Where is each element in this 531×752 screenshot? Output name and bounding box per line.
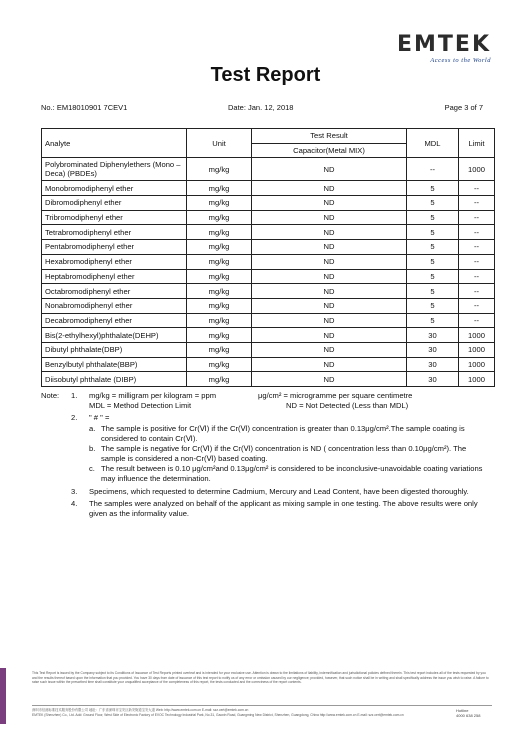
table-row bbox=[42, 284, 495, 299]
note-text: The result between is 0.10 μg/cm²and 0.13μg/cm² is considered to be inconclusive-unavoidable coating variations may influence the determination. bbox=[101, 464, 483, 483]
table-row bbox=[42, 196, 495, 211]
note-text: The sample is positive for Cr(Ⅵ) if the Cr(Ⅵ) concentration is greater than 0.13μg/cm².The sample coating is considered to contain Cr(Ⅵ). bbox=[101, 424, 465, 443]
cell-mdl: 5 bbox=[407, 313, 459, 328]
cell-unit: mg/kg bbox=[187, 342, 252, 357]
cell-analyte: Polybrominated Diphenylethers (Mono – Deca) (PBDEs) bbox=[42, 158, 187, 181]
note-sub-label: c. bbox=[89, 464, 95, 474]
note-text: mg/kg = milligram per kilogram = ppm bbox=[89, 391, 217, 400]
note-text: ND = Not Detected (Less than MDL) bbox=[286, 401, 409, 410]
cell-unit: mg/kg bbox=[187, 254, 252, 269]
cell-limit: 1000 bbox=[459, 158, 495, 181]
note-text: Specimens, which requested to determine Cadmium, Mercury and Lead Content, have been digested thoroughly. bbox=[89, 486, 469, 496]
cell-unit: mg/kg bbox=[187, 181, 252, 196]
cell-mdl: 5 bbox=[407, 225, 459, 240]
cell-result: ND bbox=[252, 254, 407, 269]
logo-wordmark: EMTEK bbox=[396, 32, 491, 57]
cell-limit: 1000 bbox=[459, 357, 495, 372]
cell-analyte: Decabromodiphenyl ether bbox=[42, 313, 187, 328]
note-text: MDL = Method Detection Limit bbox=[89, 401, 192, 410]
cell-analyte: Tribromodiphenyl ether bbox=[42, 210, 187, 225]
cell-mdl: 5 bbox=[407, 254, 459, 269]
header-mdl: MDL bbox=[407, 129, 459, 158]
company-logo bbox=[397, 34, 491, 64]
cell-mdl: -- bbox=[407, 158, 459, 181]
cell-limit: -- bbox=[459, 313, 495, 328]
cell-analyte: Monobromodiphenyl ether bbox=[42, 181, 187, 196]
cell-limit: -- bbox=[459, 269, 495, 284]
cell-result: ND bbox=[252, 342, 407, 357]
cell-mdl: 5 bbox=[407, 210, 459, 225]
note-text: The samples were analyzed on behalf of the applicant as mixing sample in one testing. The above results were only given as the informality value. bbox=[89, 499, 478, 518]
cell-result: ND bbox=[252, 196, 407, 211]
cell-limit: -- bbox=[459, 298, 495, 313]
table-row bbox=[42, 254, 495, 269]
cell-analyte: Benzylbutyl phthalate(BBP) bbox=[42, 357, 187, 372]
cell-result: ND bbox=[252, 269, 407, 284]
cell-analyte: Bis(2-ethylhexyl)phthalate(DEHP) bbox=[42, 328, 187, 343]
table-row bbox=[42, 158, 495, 181]
cell-mdl: 30 bbox=[407, 328, 459, 343]
cell-result: ND bbox=[252, 357, 407, 372]
cell-limit: -- bbox=[459, 254, 495, 269]
header-limit: Limit bbox=[459, 129, 495, 158]
cell-mdl: 30 bbox=[407, 342, 459, 357]
cell-mdl: 5 bbox=[407, 240, 459, 255]
note-3 bbox=[41, 487, 491, 497]
logo-tagline: Access to the World bbox=[430, 57, 491, 64]
cell-unit: mg/kg bbox=[187, 269, 252, 284]
table-row bbox=[42, 342, 495, 357]
cell-limit: -- bbox=[459, 240, 495, 255]
footer-address-en: EMTEK (Shenzhen) Co., Ltd. Add: Ground Floor, West Side of Electronic Factory of EVOC Technology Industrial Park, No.31, Gaoxin Road, Guangming New District, Shenzhen, Guangdong, China http://www.emtek.com.cn E-mail: szz.cert@emtek.com.cn bbox=[32, 712, 404, 717]
cell-unit: mg/kg bbox=[187, 357, 252, 372]
note-text: " # " = bbox=[89, 413, 110, 422]
note-sub-label: b. bbox=[89, 444, 96, 454]
report-number: No.: EM18010901 7CEV1 bbox=[41, 103, 128, 112]
cell-unit: mg/kg bbox=[187, 225, 252, 240]
cell-mdl: 5 bbox=[407, 269, 459, 284]
footer-address bbox=[32, 708, 432, 717]
cell-analyte: Nonabromodiphenyl ether bbox=[42, 298, 187, 313]
table-row bbox=[42, 269, 495, 284]
note-2a bbox=[41, 424, 491, 443]
table-row bbox=[42, 225, 495, 240]
report-date: Date: Jan. 12, 2018 bbox=[228, 103, 294, 112]
cell-mdl: 5 bbox=[407, 298, 459, 313]
table-row bbox=[42, 357, 495, 372]
cell-limit: -- bbox=[459, 284, 495, 299]
cell-result: ND bbox=[252, 328, 407, 343]
cell-analyte: Dibromodiphenyl ether bbox=[42, 196, 187, 211]
cell-unit: mg/kg bbox=[187, 210, 252, 225]
cell-result: ND bbox=[252, 181, 407, 196]
side-accent-bar bbox=[0, 668, 6, 724]
cell-analyte: Hexabromodiphenyl ether bbox=[42, 254, 187, 269]
cell-limit: -- bbox=[459, 181, 495, 196]
header-sample: Capacitor(Metal MIX) bbox=[252, 143, 407, 158]
cell-mdl: 5 bbox=[407, 196, 459, 211]
cell-result: ND bbox=[252, 158, 407, 181]
cell-result: ND bbox=[252, 313, 407, 328]
cell-mdl: 30 bbox=[407, 372, 459, 387]
cell-analyte: Heptabromodiphenyl ether bbox=[42, 269, 187, 284]
header-unit: Unit bbox=[187, 129, 252, 158]
hotline-number: 4000 638 258 bbox=[456, 713, 481, 718]
cell-result: ND bbox=[252, 240, 407, 255]
cell-result: ND bbox=[252, 284, 407, 299]
page-number: Page 3 of 7 bbox=[444, 103, 483, 112]
cell-mdl: 30 bbox=[407, 357, 459, 372]
note-4 bbox=[41, 499, 491, 518]
cell-mdl: 5 bbox=[407, 284, 459, 299]
cell-unit: mg/kg bbox=[187, 240, 252, 255]
note-number: 2. bbox=[71, 413, 78, 422]
cell-limit: -- bbox=[459, 225, 495, 240]
table-row bbox=[42, 210, 495, 225]
cell-result: ND bbox=[252, 225, 407, 240]
table-row bbox=[42, 181, 495, 196]
note-sub-label: a. bbox=[89, 424, 96, 433]
note-1-line-1 bbox=[41, 391, 491, 401]
cell-limit: -- bbox=[459, 210, 495, 225]
page-title: Test Report bbox=[210, 64, 321, 86]
cell-analyte: Dibutyl phthalate(DBP) bbox=[42, 342, 187, 357]
cell-limit: -- bbox=[459, 196, 495, 211]
results-table bbox=[41, 128, 495, 387]
table-row bbox=[42, 298, 495, 313]
note-2c bbox=[41, 464, 491, 483]
cell-unit: mg/kg bbox=[187, 298, 252, 313]
cell-analyte: Pentabromodiphenyl ether bbox=[42, 240, 187, 255]
header-test-result: Test Result bbox=[252, 129, 407, 144]
cell-result: ND bbox=[252, 210, 407, 225]
cell-unit: mg/kg bbox=[187, 313, 252, 328]
cell-unit: mg/kg bbox=[187, 196, 252, 211]
footer-address-cn: 深圳市信测标准技术服务股份有限公司 地址：广东省深圳市宝安区新安街道宝安大道 Web: http://www.emtek.com.cn E-mail: szz.cert@emtek.com.cn bbox=[32, 708, 249, 712]
footer-disclaimer: This Test Report is issued by the Company subject to its Conditions of Issuance of Test Reports printed overleaf and is intended for your exclusive use. Attention is drawn to the limitations of liability, indemnification and jurisdictional policies defined therein. This test report includes all of the tests requested by you and the results thereof based upon the information that you provided. You have 30 days from date of issuance of this test report to notify us of any error or omission caused by our negligence; provided, however, that such notice shall be in writing and shall specifically address the issue you wish to raise. A failure to raise such issue within the prescribed time shall constitute your unqualified acceptance of the completeness of this report, the tests conducted and the correctness of the report contents. bbox=[32, 671, 489, 685]
table-row bbox=[42, 328, 495, 343]
cell-unit: mg/kg bbox=[187, 284, 252, 299]
note-number: 3. bbox=[71, 486, 78, 496]
table-row bbox=[42, 240, 495, 255]
cell-limit: 1000 bbox=[459, 342, 495, 357]
cell-analyte: Diisobutyl phthalate (DIBP) bbox=[42, 372, 187, 387]
cell-unit: mg/kg bbox=[187, 372, 252, 387]
hotline-label: Hotline bbox=[456, 708, 469, 713]
note-number: 1. bbox=[71, 391, 78, 400]
note-text: μg/cm² = microgramme per square centimetre bbox=[258, 391, 413, 400]
cell-unit: mg/kg bbox=[187, 328, 252, 343]
notes-section bbox=[41, 391, 491, 518]
footer-hotline bbox=[456, 708, 480, 718]
note-2-head bbox=[41, 413, 491, 424]
header-analyte: Analyte bbox=[42, 129, 187, 158]
note-2b bbox=[41, 444, 491, 463]
cell-analyte: Octabromodiphenyl ether bbox=[42, 284, 187, 299]
cell-limit: 1000 bbox=[459, 328, 495, 343]
notes-label: Note: bbox=[41, 391, 60, 400]
footer-divider bbox=[32, 705, 492, 706]
note-1-line-2 bbox=[41, 401, 491, 413]
cell-unit: mg/kg bbox=[187, 158, 252, 181]
cell-result: ND bbox=[252, 298, 407, 313]
table-row bbox=[42, 313, 495, 328]
table-row bbox=[42, 372, 495, 387]
cell-result: ND bbox=[252, 372, 407, 387]
note-text: The sample is negative for Cr(Ⅵ) if the Cr(Ⅵ) concentration is ND ( concentration less than 0.10μg/cm²). The sample is considered a non-Cr(Ⅵ) based coating. bbox=[101, 444, 467, 463]
cell-analyte: Tetrabromodiphenyl ether bbox=[42, 225, 187, 240]
cell-mdl: 5 bbox=[407, 181, 459, 196]
cell-limit: 1000 bbox=[459, 372, 495, 387]
note-number: 4. bbox=[71, 499, 78, 509]
